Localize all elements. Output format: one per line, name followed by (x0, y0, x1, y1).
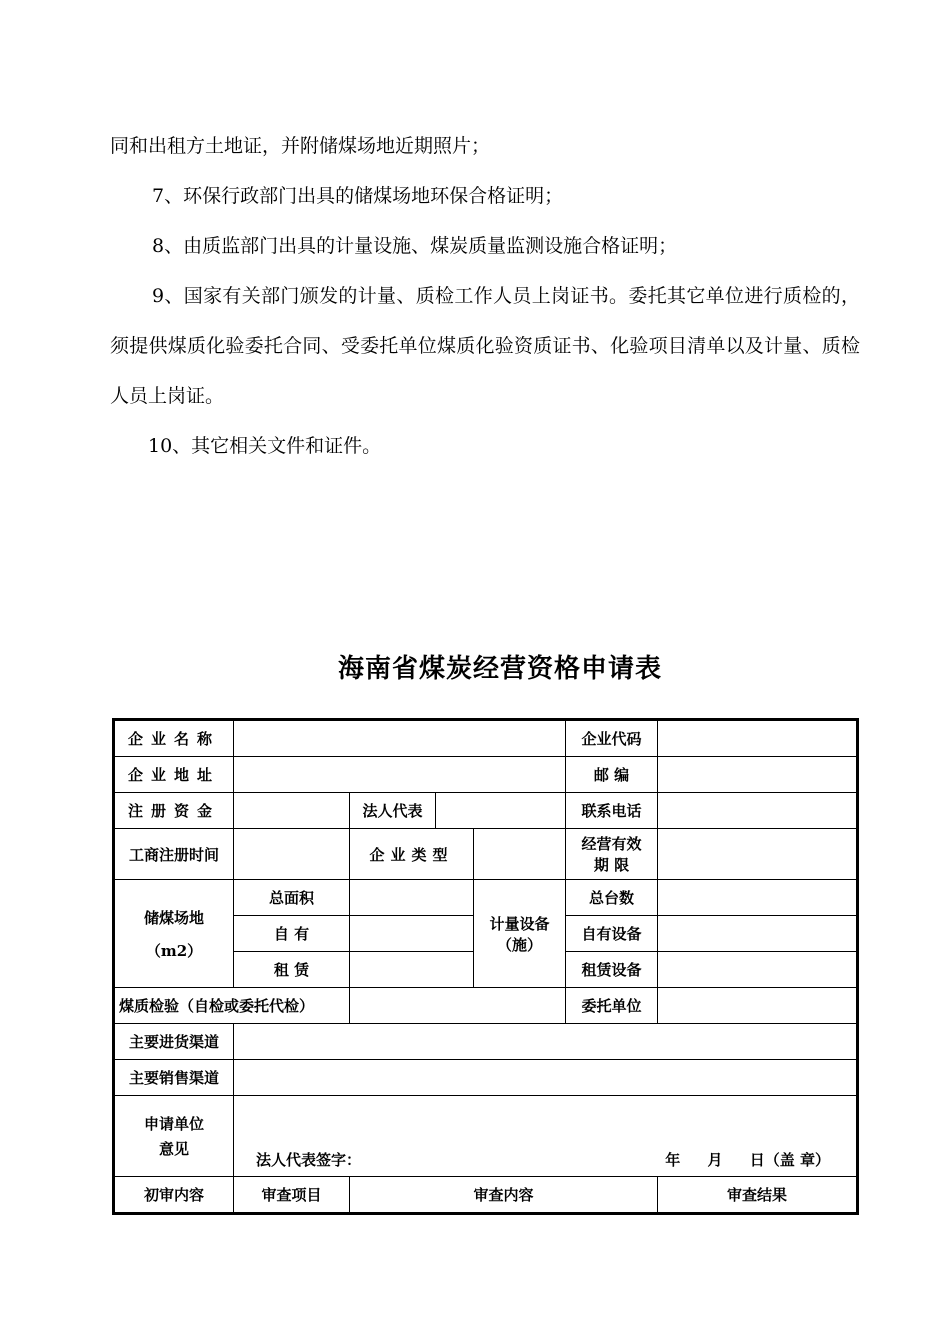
label-owned: 自 有 (234, 916, 350, 952)
field-company-name[interactable] (234, 720, 566, 757)
label-storage-line2: （m2） (145, 941, 203, 960)
row-sales-channel (114, 1060, 858, 1096)
label-reg-time: 工商注册时间 (114, 829, 234, 880)
field-total-units[interactable] (658, 880, 858, 916)
label-valid-period-line2: 期 限 (593, 856, 630, 874)
field-registered-capital[interactable] (234, 793, 350, 829)
label-opinion-line1: 申请单位 (143, 1115, 204, 1133)
month-label: 月 (707, 1150, 723, 1169)
paragraph-continuation: 同和出租方土地证，并附储煤场地近期照片； (110, 135, 491, 157)
row-registered-capital (114, 793, 858, 829)
label-valid-period (566, 829, 658, 880)
field-company-type[interactable] (474, 829, 566, 880)
row-purchase-channel (114, 1024, 858, 1060)
field-sales-channel[interactable] (234, 1060, 858, 1096)
label-metering-line1: 计量设备 (489, 914, 550, 933)
day-seal-label: 日（盖 章） (749, 1150, 830, 1169)
label-purchase-channel: 主要进货渠道 (114, 1024, 234, 1060)
paragraph-item-10: 10、其它相关文件和证件。 (148, 435, 382, 457)
label-prelim-content: 初审内容 (114, 1177, 234, 1214)
signature-label: 法人代表签字： (256, 1150, 362, 1169)
field-purchase-channel[interactable] (234, 1024, 858, 1060)
label-metering (474, 880, 566, 988)
label-storage (114, 880, 234, 988)
signature-line (256, 1103, 830, 1170)
label-total-area: 总面积 (234, 880, 350, 916)
label-leased: 租 赁 (234, 952, 350, 988)
label-entrusted-unit: 委托单位 (566, 988, 658, 1024)
field-legal-rep[interactable] (436, 793, 566, 829)
label-storage-line1: 储煤场地 (143, 908, 204, 927)
row-company-address (114, 757, 858, 793)
field-leased-area[interactable] (350, 952, 474, 988)
label-valid-period-line1: 经营有效 (581, 835, 642, 853)
label-sales-channel: 主要销售渠道 (114, 1060, 234, 1096)
label-metering-line2: （施） (496, 935, 542, 954)
label-opinion (114, 1096, 234, 1177)
year-label: 年 (665, 1150, 681, 1169)
field-quality-inspection[interactable] (350, 988, 566, 1024)
label-opinion-line2: 意见 (158, 1140, 189, 1158)
paragraph-item-8: 8、由质监部门出具的计量设施、煤炭质量监测设施合格证明； (152, 235, 678, 257)
label-phone: 联系电话 (566, 793, 658, 829)
row-company-name (114, 720, 858, 757)
field-entrusted-unit[interactable] (658, 988, 858, 1024)
label-leased-equipment: 租赁设备 (566, 952, 658, 988)
row-quality-inspection (114, 988, 858, 1024)
label-registered-capital: 注册资金 (114, 793, 234, 829)
label-company-code: 企业代码 (566, 720, 658, 757)
label-review-item: 审查项目 (234, 1177, 350, 1214)
label-postcode: 邮 编 (566, 757, 658, 793)
label-company-address: 企业地址 (114, 757, 234, 793)
field-owned-area[interactable] (350, 916, 474, 952)
paragraph-item-7: 7、环保行政部门出具的储煤场地环保合格证明； (152, 185, 564, 207)
label-total-units: 总台数 (566, 880, 658, 916)
label-quality-inspection: 煤质检验（自检或委托代检） (114, 988, 350, 1024)
row-registration-time (114, 829, 858, 880)
label-review-content: 审查内容 (350, 1177, 658, 1214)
date-seal-group (643, 1149, 830, 1170)
application-form-table (112, 718, 859, 1215)
field-reg-time[interactable] (234, 829, 350, 880)
row-review-header (114, 1177, 858, 1214)
paragraph-item-9: 9、国家有关部门颁发的计量、质检工作人员上岗证书。委托其它单位进行质检的，须提供煤质化验委托合同、受委托单位煤质化验资质证书、化验项目清单以及计量、质检人员上岗证。 (110, 285, 860, 407)
form-title: 海南省煤炭经营资格申请表 (337, 654, 662, 684)
field-valid-period[interactable] (658, 829, 858, 880)
label-company-name: 企业名称 (114, 720, 234, 757)
label-owned-equipment: 自有设备 (566, 916, 658, 952)
field-opinion[interactable] (234, 1096, 858, 1177)
field-company-address[interactable] (234, 757, 566, 793)
row-applicant-opinion (114, 1096, 858, 1177)
field-company-code[interactable] (658, 720, 858, 757)
field-phone[interactable] (658, 793, 858, 829)
field-leased-equipment[interactable] (658, 952, 858, 988)
field-postcode[interactable] (658, 757, 858, 793)
field-owned-equipment[interactable] (658, 916, 858, 952)
field-total-area[interactable] (350, 880, 474, 916)
label-company-type: 企业类型 (350, 829, 474, 880)
row-storage-total (114, 880, 858, 916)
label-legal-rep: 法人代表 (350, 793, 436, 829)
label-review-result: 审查结果 (658, 1177, 858, 1214)
